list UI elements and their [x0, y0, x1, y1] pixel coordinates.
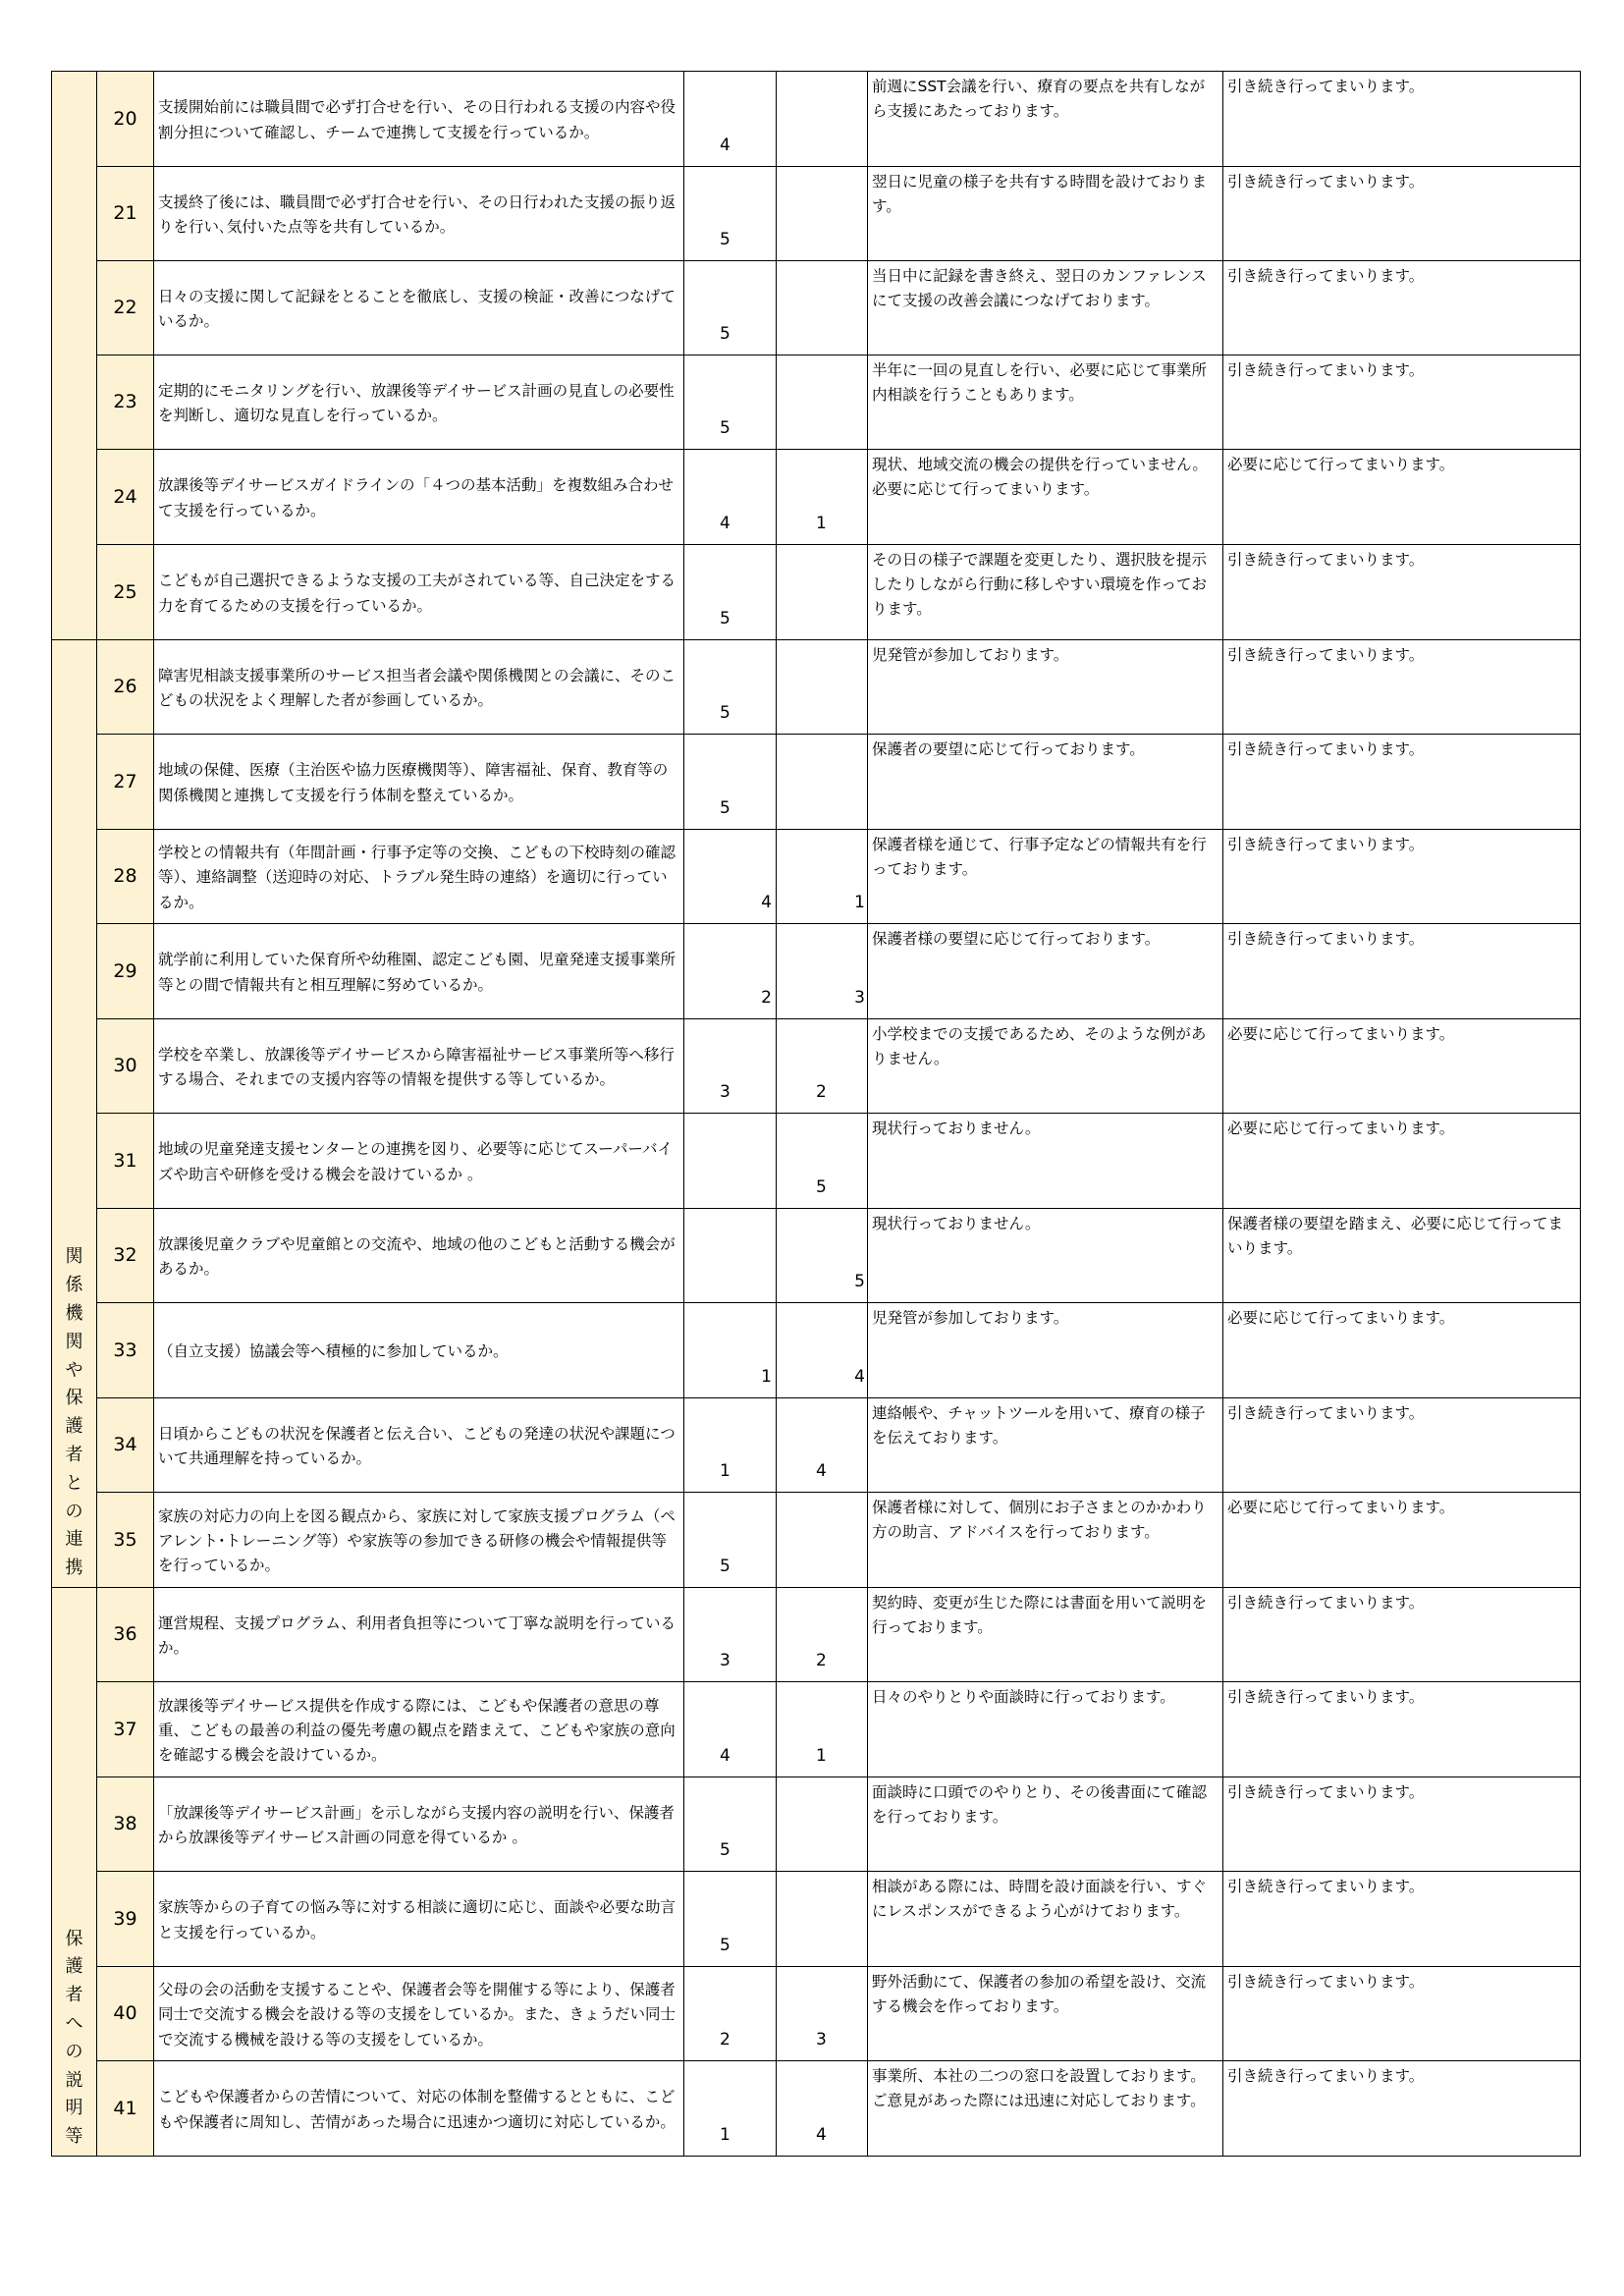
- question-text-text: 就学前に利用していた保育所や幼稚園、認定こども園、児童発達支援事業所等との間で情報共有と相互理解に努めているか。: [158, 951, 677, 994]
- answer-no-text: 3: [854, 988, 865, 1009]
- answer-no-text: 5: [854, 1272, 865, 1292]
- answer-yes-text: 4: [761, 893, 772, 913]
- item-number-text: 37: [113, 1718, 137, 1740]
- facility-comment: [868, 735, 1223, 830]
- improvement-plan-text: 引き続き行ってまいります。: [1227, 1404, 1425, 1422]
- item-number-text: 38: [113, 1813, 137, 1835]
- table-row: [52, 1967, 1581, 2061]
- item-number: [97, 640, 154, 735]
- item-number: [97, 1493, 154, 1588]
- answer-no: [777, 1872, 868, 1967]
- facility-comment: [868, 924, 1223, 1019]
- improvement-plan-text: 必要に応じて行ってまいります。: [1227, 1309, 1455, 1327]
- answer-yes: [684, 545, 777, 640]
- answer-yes-text: 5: [720, 324, 731, 345]
- item-number-text: 26: [113, 676, 137, 698]
- table-row: [52, 924, 1581, 1019]
- answer-yes: [684, 1398, 777, 1493]
- answer-yes-text: 3: [720, 1651, 731, 1671]
- answer-no: [777, 545, 868, 640]
- facility-comment: [868, 167, 1223, 261]
- answer-yes: [684, 1682, 777, 1777]
- facility-comment-text: 連絡帳や、チャットツールを用いて、療育の様子を伝えております。: [872, 1404, 1206, 1448]
- item-number-text: 27: [113, 770, 137, 793]
- table-row: [52, 545, 1581, 640]
- table-row: [52, 1114, 1581, 1209]
- question-text-text: こどもが自己選択できるような支援の工夫がされている等、自己決定をする力を育てるための支援を行っているか。: [158, 572, 677, 615]
- item-number: [97, 545, 154, 640]
- question-text: [154, 1777, 684, 1872]
- answer-yes-text: 3: [720, 1082, 731, 1103]
- question-text: [154, 1682, 684, 1777]
- item-number: [97, 1209, 154, 1303]
- answer-no: [777, 1777, 868, 1872]
- facility-comment-text: その日の様子で課題を変更したり、選択肢を提示したりしながら行動に移しやすい環境を作っております。: [872, 551, 1208, 619]
- improvement-plan-text: 引き続き行ってまいります。: [1227, 361, 1425, 379]
- answer-yes: [684, 924, 777, 1019]
- question-text-text: 学校を卒業し、放課後等デイサービスから障害福祉サービス事業所等へ移行する場合、それまでの支援内容等の情報を提供する等しているか。: [158, 1045, 675, 1088]
- question-text-text: 放課後等デイサービスガイドラインの「４つの基本活動」を複数組み合わせて支援を行っているか。: [158, 476, 674, 519]
- improvement-plan-text: 必要に応じて行ってまいります。: [1227, 1499, 1455, 1516]
- improvement-plan: [1223, 261, 1581, 355]
- answer-no: [777, 1588, 868, 1682]
- answer-no: [777, 1303, 868, 1398]
- question-text-text: 運営規程、支援プログラム、利用者負担等について丁寧な説明を行っているか。: [158, 1613, 677, 1657]
- section-label: [65, 635, 84, 639]
- facility-comment-text: 保護者様の要望に応じて行っております。: [872, 930, 1161, 948]
- question-text: [154, 1114, 684, 1209]
- item-number-text: 40: [113, 2002, 137, 2025]
- answer-yes-text: 5: [720, 1936, 731, 1956]
- improvement-plan-text: 引き続き行ってまいります。: [1227, 836, 1425, 853]
- answer-yes-text: 5: [720, 1840, 731, 1861]
- question-text: [154, 1967, 684, 2061]
- item-number-text: 24: [113, 485, 137, 508]
- item-number: [97, 450, 154, 545]
- item-number: [97, 1872, 154, 1967]
- answer-yes: [684, 261, 777, 355]
- question-text-text: 定期的にモニタリングを行い、放課後等デイサービス計画の見直しの必要性を判断し、適切な見直しを行っているか。: [158, 381, 675, 424]
- answer-yes: [684, 1493, 777, 1588]
- section-explanation: [52, 1588, 97, 2157]
- item-number: [97, 1114, 154, 1209]
- improvement-plan: [1223, 640, 1581, 735]
- item-number-text: 25: [113, 580, 137, 603]
- answer-no-text: 4: [816, 1461, 827, 1482]
- improvement-plan: [1223, 1114, 1581, 1209]
- answer-no-text: 5: [816, 1177, 827, 1198]
- answer-yes: [684, 830, 777, 924]
- question-text: [154, 261, 684, 355]
- facility-comment-text: 現状行っておりません。: [872, 1215, 1041, 1232]
- answer-yes: [684, 1777, 777, 1872]
- answer-no: [777, 1019, 868, 1114]
- section-continuation: [52, 72, 97, 640]
- answer-yes-text: 5: [720, 703, 731, 724]
- table-row: [52, 2061, 1581, 2157]
- question-text-text: 放課後児童クラブや児童館との交流や、地域の他のこどもと活動する機会があるか。: [158, 1234, 676, 1278]
- answer-no: [777, 830, 868, 924]
- improvement-plan: [1223, 1588, 1581, 1682]
- facility-comment: [868, 1019, 1223, 1114]
- answer-yes-text: 5: [720, 418, 731, 439]
- answer-yes: [684, 1588, 777, 1682]
- answer-yes: [684, 355, 777, 450]
- answer-yes-text: 1: [720, 2125, 731, 2146]
- improvement-plan: [1223, 924, 1581, 1019]
- item-number: [97, 830, 154, 924]
- improvement-plan: [1223, 735, 1581, 830]
- section-label: 関係機関や保護者との連携: [65, 1246, 83, 1579]
- question-text-text: 日頃からこどもの状況を保護者と伝え合い、こどもの発達の状況や課題について共通理解を持っているか。: [158, 1424, 676, 1467]
- table-row: [52, 1398, 1581, 1493]
- answer-no: [777, 72, 868, 167]
- question-text: [154, 1588, 684, 1682]
- answer-yes-text: 5: [720, 1557, 731, 1577]
- answer-yes-text: 5: [720, 798, 731, 819]
- facility-comment-text: 児発管が参加しております。: [872, 1309, 1069, 1327]
- answer-no: [777, 167, 868, 261]
- answer-yes-text: 1: [720, 1461, 731, 1482]
- table-row: [52, 735, 1581, 830]
- question-text-text: こどもや保護者からの苦情について、対応の体制を整備するとともに、こどもや保護者に周知し、苦情があった場合に迅速かつ適切に対応しているか。: [158, 2088, 676, 2131]
- answer-no-text: 3: [816, 2030, 827, 2050]
- answer-yes: [684, 1209, 777, 1303]
- item-number: [97, 355, 154, 450]
- item-number-text: 36: [113, 1623, 137, 1646]
- item-number: [97, 1019, 154, 1114]
- item-number-text: 20: [113, 107, 137, 130]
- question-text: [154, 2061, 684, 2157]
- table-row: [52, 167, 1581, 261]
- table-row: [52, 72, 1581, 167]
- item-number: [97, 261, 154, 355]
- facility-comment: [868, 1588, 1223, 1682]
- facility-comment: [868, 261, 1223, 355]
- answer-no-text: 1: [854, 893, 865, 913]
- improvement-plan-text: 引き続き行ってまいります。: [1227, 78, 1425, 95]
- item-number: [97, 1777, 154, 1872]
- facility-comment: [868, 1777, 1223, 1872]
- answer-no: [777, 355, 868, 450]
- facility-comment: [868, 2061, 1223, 2157]
- question-text: [154, 735, 684, 830]
- facility-comment: [868, 72, 1223, 167]
- item-number: [97, 2061, 154, 2157]
- improvement-plan-text: 引き続き行ってまいります。: [1227, 173, 1425, 191]
- table-row: [52, 1872, 1581, 1967]
- answer-no: [777, 261, 868, 355]
- improvement-plan: [1223, 1019, 1581, 1114]
- answer-no-text: 4: [854, 1367, 865, 1388]
- facility-comment-text: 保護者様を通じて、行事予定などの情報共有を行っております。: [872, 836, 1207, 879]
- improvement-plan-text: 引き続き行ってまいります。: [1227, 740, 1425, 758]
- answer-yes: [684, 2061, 777, 2157]
- item-number-text: 30: [113, 1055, 137, 1077]
- question-text-text: 日々の支援に関して記録をとることを徹底し、支援の検証・改善につなげているか。: [158, 287, 676, 330]
- improvement-plan: [1223, 1682, 1581, 1777]
- item-number-text: 39: [113, 1907, 137, 1930]
- item-number-text: 22: [113, 297, 137, 319]
- improvement-plan-text: 引き続き行ってまいります。: [1227, 551, 1425, 569]
- facility-comment-text: 当日中に記録を書き終え、翌日のカンファレンスにて支援の改善会議につなげております。: [872, 267, 1207, 310]
- improvement-plan-text: 必要に応じて行ってまいります。: [1227, 456, 1455, 473]
- question-text: [154, 1398, 684, 1493]
- facility-comment: [868, 450, 1223, 545]
- facility-comment-text: 前週にSST会議を行い、療育の要点を共有しながら支援にあたっております。: [872, 78, 1206, 121]
- facility-comment: [868, 1398, 1223, 1493]
- question-text: [154, 1303, 684, 1398]
- section-coordination: [52, 640, 97, 1588]
- section-label: 保護者への説明等: [65, 1928, 83, 2148]
- facility-comment: [868, 1303, 1223, 1398]
- improvement-plan-text: 引き続き行ってまいります。: [1227, 646, 1425, 664]
- improvement-plan: [1223, 1303, 1581, 1398]
- answer-yes-text: 5: [720, 609, 731, 629]
- improvement-plan: [1223, 1493, 1581, 1588]
- answer-yes: [684, 72, 777, 167]
- facility-comment: [868, 545, 1223, 640]
- question-text: [154, 545, 684, 640]
- improvement-plan: [1223, 2061, 1581, 2157]
- answer-no: [777, 735, 868, 830]
- table-row: [52, 1019, 1581, 1114]
- table-row: [52, 830, 1581, 924]
- facility-comment-text: 契約時、変更が生じた際には書面を用いて説明を行っております。: [872, 1594, 1208, 1637]
- question-text: [154, 450, 684, 545]
- answer-yes-text: 4: [720, 136, 731, 156]
- table-row: [52, 355, 1581, 450]
- facility-comment: [868, 1967, 1223, 2061]
- question-text-text: 家族の対応力の向上を図る観点から、家族に対して家族支援プログラム（ペアレント･トレーニング等）や家族等の参加できる研修の機会や情報提供等を行っているか。: [158, 1506, 676, 1575]
- table-row: [52, 1682, 1581, 1777]
- improvement-plan: [1223, 830, 1581, 924]
- question-text: [154, 1209, 684, 1303]
- answer-no: [777, 1114, 868, 1209]
- facility-comment-text: 野外活動にて、保護者の参加の希望を設け、交流する機会を作っております。: [872, 1973, 1207, 2016]
- item-number: [97, 735, 154, 830]
- facility-comment: [868, 1872, 1223, 1967]
- answer-no: [777, 1493, 868, 1588]
- improvement-plan-text: 引き続き行ってまいります。: [1227, 1688, 1425, 1706]
- question-text-text: 支援開始前には職員間で必ず打合せを行い、その日行われる支援の内容や役割分担について確認し、チームで連携して支援を行っているか。: [158, 98, 677, 141]
- answer-no: [777, 1967, 868, 2061]
- answer-no: [777, 450, 868, 545]
- facility-comment-text: 児発管が参加しております。: [872, 646, 1069, 664]
- improvement-plan: [1223, 167, 1581, 261]
- answer-yes: [684, 1967, 777, 2061]
- facility-comment-text: 保護者の要望に応じて行っております。: [872, 740, 1145, 758]
- facility-comment-text: 事業所、本社の二つの窓口を設置しております。ご意見があった際には迅速に対応しております。: [872, 2067, 1206, 2110]
- improvement-plan-text: 引き続き行ってまいります。: [1227, 1973, 1425, 1991]
- table-row: [52, 1493, 1581, 1588]
- improvement-plan: [1223, 1398, 1581, 1493]
- question-text: [154, 830, 684, 924]
- answer-yes-text: 4: [720, 514, 731, 534]
- answer-no-text: 2: [816, 1651, 827, 1671]
- item-number-text: 29: [113, 959, 137, 982]
- item-number: [97, 1303, 154, 1398]
- facility-comment: [868, 355, 1223, 450]
- answer-yes: [684, 1303, 777, 1398]
- item-number-text: 32: [113, 1244, 137, 1267]
- answer-no: [777, 1398, 868, 1493]
- answer-no: [777, 924, 868, 1019]
- item-number-text: 35: [113, 1528, 137, 1551]
- improvement-plan: [1223, 545, 1581, 640]
- question-text: [154, 1493, 684, 1588]
- question-text: [154, 72, 684, 167]
- table-row: [52, 1209, 1581, 1303]
- facility-comment-text: 翌日に児童の様子を共有する時間を設けております。: [872, 173, 1208, 216]
- item-number: [97, 924, 154, 1019]
- improvement-plan: [1223, 1872, 1581, 1967]
- answer-no-text: 1: [816, 514, 827, 534]
- table-row: [52, 1588, 1581, 1682]
- item-number: [97, 1398, 154, 1493]
- item-number-text: 31: [113, 1149, 137, 1172]
- answer-yes-text: 2: [761, 988, 772, 1009]
- item-number: [97, 167, 154, 261]
- table-row: [52, 261, 1581, 355]
- question-text: [154, 1872, 684, 1967]
- facility-comment: [868, 1209, 1223, 1303]
- question-text-text: 家族等からの子育ての悩み等に対する相談に適切に応じ、面談や必要な助言と支援を行っているか。: [158, 1898, 677, 1941]
- facility-comment: [868, 1114, 1223, 1209]
- question-text-text: 地域の保健、医療（主治医や協力医療機関等）、障害福祉、保育、教育等の関係機関と連携して支援を行う体制を整えているか。: [158, 761, 669, 804]
- answer-yes: [684, 1114, 777, 1209]
- facility-comment-text: 現状、地域交流の機会の提供を行っていません。必要に応じて行ってまいります。: [872, 456, 1208, 499]
- improvement-plan: [1223, 1209, 1581, 1303]
- answer-yes-text: 4: [720, 1746, 731, 1767]
- answer-no: [777, 1209, 868, 1303]
- item-number-text: 41: [113, 2097, 137, 2119]
- improvement-plan-text: 引き続き行ってまいります。: [1227, 2067, 1425, 2085]
- item-number-text: 33: [113, 1339, 137, 1361]
- question-text: [154, 167, 684, 261]
- item-number: [97, 1682, 154, 1777]
- question-text-text: 父母の会の活動を支援することや、保護者会等を開催する等により、保護者同士で交流する機会を設ける等の支援をしているか。また、きょうだい同士で交流する機械を設ける等の支援をしているか。: [158, 1981, 677, 2049]
- evaluation-table: [51, 71, 1581, 2157]
- question-text-text: 「放課後等デイサービス計画」を示しながら支援内容の説明を行い、保護者から放課後等デイサービス計画の同意を得ているか 。: [158, 1803, 675, 1846]
- item-number: [97, 1588, 154, 1682]
- answer-no: [777, 2061, 868, 2157]
- item-number: [97, 72, 154, 167]
- improvement-plan: [1223, 1777, 1581, 1872]
- question-text-text: （自立支援）協議会等へ積極的に参加しているか。: [158, 1341, 509, 1360]
- improvement-plan-text: 引き続き行ってまいります。: [1227, 930, 1425, 948]
- answer-yes-text: 1: [761, 1367, 772, 1388]
- question-text: [154, 924, 684, 1019]
- improvement-plan: [1223, 72, 1581, 167]
- item-number-text: 28: [113, 865, 137, 888]
- facility-comment-text: 面談時に口頭でのやりとり、その後書面にて確認を行っております。: [872, 1783, 1208, 1827]
- facility-comment-text: 保護者様に対して、個別にお子さまとのかかわり方の助言、アドバイスを行っております。: [872, 1499, 1207, 1542]
- table-row: [52, 1303, 1581, 1398]
- question-text-text: 障害児相談支援事業所のサービス担当者会議や関係機関との会議に、そのこどもの状況をよく理解した者が参画しているか。: [158, 666, 677, 709]
- question-text-text: 地域の児童発達支援センターとの連携を図り、必要等に応じてスーパーバイズや助言や研修を受ける機会を設けているか 。: [158, 1140, 674, 1183]
- answer-yes: [684, 1872, 777, 1967]
- improvement-plan-text: 引き続き行ってまいります。: [1227, 1594, 1425, 1612]
- question-text-text: 放課後等デイサービス提供を作成する際には、こどもや保護者の意思の尊重、こどもの最善の利益の優先考慮の観点を踏まえて、こどもや家族の意向を確認する機会を設けているか。: [158, 1696, 676, 1765]
- facility-comment-text: 日々のやりとりや面談時に行っております。: [872, 1688, 1175, 1706]
- answer-yes: [684, 450, 777, 545]
- improvement-plan-text: 必要に応じて行ってまいります。: [1227, 1025, 1455, 1043]
- answer-no-text: 4: [816, 2125, 827, 2146]
- answer-yes: [684, 167, 777, 261]
- answer-no: [777, 1682, 868, 1777]
- answer-no-text: 2: [816, 1082, 827, 1103]
- table-row: [52, 450, 1581, 545]
- table-row: [52, 640, 1581, 735]
- answer-yes-text: 2: [720, 2030, 731, 2050]
- item-number-text: 21: [113, 202, 137, 225]
- answer-no: [777, 640, 868, 735]
- facility-comment-text: 半年に一回の見直しを行い、必要に応じて事業所内相談を行うこともあります。: [872, 361, 1208, 405]
- question-text: [154, 640, 684, 735]
- improvement-plan: [1223, 450, 1581, 545]
- evaluation-sheet: [51, 71, 1580, 2157]
- question-text: [154, 355, 684, 450]
- table-row: [52, 1777, 1581, 1872]
- facility-comment-text: 現状行っておりません。: [872, 1120, 1041, 1137]
- improvement-plan: [1223, 1967, 1581, 2061]
- question-text: [154, 1019, 684, 1114]
- item-number: [97, 1967, 154, 2061]
- improvement-plan: [1223, 355, 1581, 450]
- facility-comment: [868, 830, 1223, 924]
- improvement-plan-text: 引き続き行ってまいります。: [1227, 1878, 1425, 1895]
- answer-yes-text: 5: [720, 230, 731, 250]
- question-text-text: 支援終了後には、職員間で必ず打合せを行い、その日行われた支援の振り返りを行い､気付いた点等を共有しているか。: [158, 192, 677, 236]
- facility-comment-text: 小学校までの支援であるため、そのような例がありません。: [872, 1025, 1207, 1068]
- facility-comment-text: 相談がある際には、時間を設け面談を行い、すぐにレスポンスができるよう心がけております。: [872, 1878, 1208, 1921]
- answer-yes: [684, 1019, 777, 1114]
- improvement-plan-text: 引き続き行ってまいります。: [1227, 1783, 1425, 1801]
- answer-yes: [684, 640, 777, 735]
- item-number-text: 23: [113, 391, 137, 413]
- question-text-text: 学校との情報共有（年間計画・行事予定等の交換、こどもの下校時刻の確認等）、連絡調整（送迎時の対応、トラブル発生時の連絡）を適切に行っているか。: [158, 844, 677, 911]
- answer-yes: [684, 735, 777, 830]
- facility-comment: [868, 1493, 1223, 1588]
- facility-comment: [868, 640, 1223, 735]
- improvement-plan-text: 必要に応じて行ってまいります。: [1227, 1120, 1455, 1137]
- improvement-plan-text: 保護者様の要望を踏まえ、必要に応じて行ってまいります。: [1227, 1215, 1563, 1258]
- answer-no-text: 1: [816, 1746, 827, 1767]
- item-number-text: 34: [113, 1434, 137, 1456]
- evaluation-table-body: [52, 72, 1581, 2157]
- facility-comment: [868, 1682, 1223, 1777]
- improvement-plan-text: 引き続き行ってまいります。: [1227, 267, 1425, 285]
